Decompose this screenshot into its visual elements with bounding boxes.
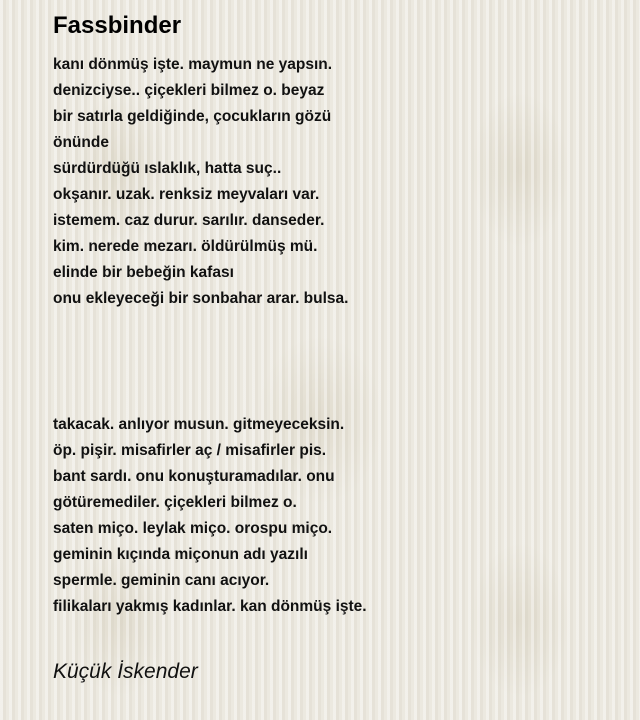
stanza-2 xyxy=(53,412,367,620)
poem-line: onu ekleyeceği bir sonbahar arar. bulsa. xyxy=(53,290,349,307)
poem-line: takacak. anlıyor musun. gitmeyeceksin. xyxy=(53,416,345,433)
poem-line: bir satırla geldiğinde, çocukların gözü xyxy=(53,108,332,125)
stanza-1 xyxy=(53,52,348,312)
poem-line: elinde bir bebeğin kafası xyxy=(53,264,234,281)
poem-author: Küçük İskender xyxy=(53,660,198,683)
poem-line: denizciyse.. çiçekleri bilmez o. beyaz xyxy=(53,82,325,99)
poem-line: öp. pişir. misafirler aç / misafirler pis. xyxy=(53,442,327,459)
poem-line: götüremediler. çiçekleri bilmez o. xyxy=(53,494,297,511)
poem-line: saten miço. leylak miço. orospu miço. xyxy=(53,520,333,537)
poem-line: kanı dönmüş işte. maymun ne yapsın. xyxy=(53,56,333,73)
poem-line: kim. nerede mezarı. öldürülmüş mü. xyxy=(53,238,318,255)
poem-title: Fassbinder xyxy=(53,12,182,39)
poem-line: önünde xyxy=(53,134,109,151)
poem-line: spermle. geminin canı acıyor. xyxy=(53,572,270,589)
poem-line: geminin kıçında miçonun adı yazılı xyxy=(53,546,308,563)
poem-line: istemem. caz durur. sarılır. danseder. xyxy=(53,212,325,229)
poem-line: okşanır. uzak. renksiz meyvaları var. xyxy=(53,186,320,203)
poem-line: bant sardı. onu konuşturamadılar. onu xyxy=(53,468,335,485)
poem-line: filikaları yakmış kadınlar. kan dönmüş işte. xyxy=(53,598,367,615)
poem-line: sürdürdüğü ıslaklık, hatta suç.. xyxy=(53,160,282,177)
